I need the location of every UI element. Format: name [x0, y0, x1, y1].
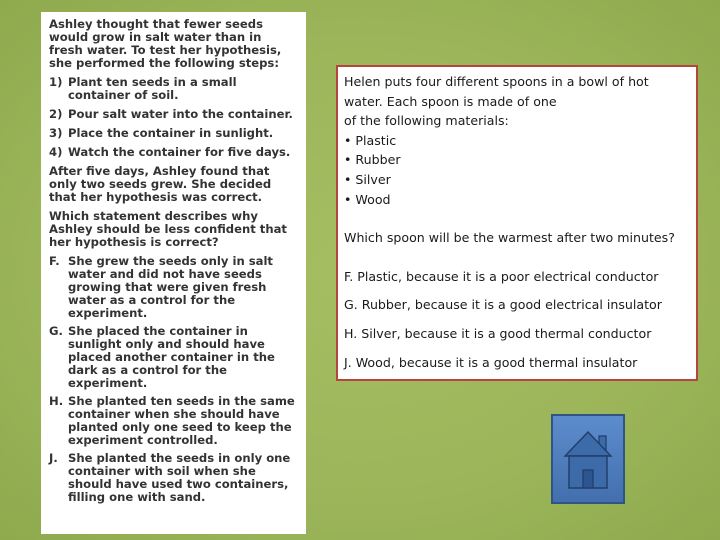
- question-intro: Ashley thought that fewer seeds would grow in salt water than in fresh water. To test her hypothesis, she performed the following steps:: [49, 17, 282, 70]
- step-number: 4): [49, 145, 63, 159]
- step-text: Plant ten seeds in a small container of soil.: [68, 75, 237, 102]
- answer-option-f[interactable]: F. Plastic, because it is a poor electrical conductor: [344, 268, 659, 284]
- step-number: 3): [49, 126, 63, 140]
- home-icon: [553, 416, 623, 502]
- right-question-box: [336, 65, 698, 381]
- step-item: [49, 76, 298, 102]
- step-text: Pour salt water into the container.: [68, 107, 293, 121]
- material-bullet: • Plastic: [344, 132, 397, 148]
- step-text: Place the container in sunlight.: [68, 126, 274, 140]
- experiment-result: After five days, Ashley found that only two seeds grew. She decided that her hypothesis was correct.: [49, 164, 272, 204]
- step-item: [49, 127, 298, 140]
- step-text: Watch the container for five days.: [68, 145, 291, 159]
- step-number: 2): [49, 107, 63, 121]
- left-question-panel: [41, 12, 306, 534]
- answer-option-j[interactable]: [49, 452, 298, 504]
- step-number: 1): [49, 75, 63, 89]
- option-letter: F.: [49, 254, 60, 268]
- option-text: She planted ten seeds in the same container when she should have planted only one seed to keep the experiment controlled.: [68, 394, 295, 447]
- stem-line: Helen puts four different spoons in a bowl of hot: [344, 74, 649, 89]
- step-item: [49, 108, 298, 121]
- answer-option-h[interactable]: [49, 395, 298, 447]
- step-item: [49, 146, 298, 159]
- stem-line: of the following materials:: [344, 113, 509, 129]
- answer-option-g[interactable]: [49, 325, 298, 390]
- answer-option-j[interactable]: J. Wood, because it is a good thermal insulator: [344, 354, 638, 370]
- steps-list: [49, 76, 298, 159]
- answer-options: [49, 255, 298, 504]
- question-prompt: Which spoon will be the warmest after two minutes?: [344, 230, 675, 246]
- home-button[interactable]: [551, 414, 625, 504]
- option-letter: H.: [49, 394, 64, 408]
- option-text: She planted the seeds in only one container with soil when she should have used two containers, filling one with sand.: [68, 451, 291, 504]
- option-text: She grew the seeds only in salt water and did not have seeds growing that were given fresh water as a control for the experiment.: [68, 254, 273, 320]
- option-letter: G.: [49, 324, 63, 338]
- question-prompt: Which statement describes why Ashley should be less confident that her hypothesis is correct?: [49, 209, 287, 249]
- option-letter: J.: [49, 451, 58, 465]
- material-bullet: • Rubber: [344, 152, 401, 168]
- material-bullet: • Silver: [344, 171, 391, 187]
- answer-option-f[interactable]: [49, 255, 298, 320]
- option-text: She placed the container in sunlight only and should have placed another container in the dark as a control for the experiment.: [68, 324, 275, 390]
- answer-option-h[interactable]: H. Silver, because it is a good thermal conductor: [344, 325, 652, 341]
- material-bullet: • Wood: [344, 191, 391, 207]
- stem-line: water. Each spoon is made of one: [344, 93, 557, 109]
- answer-option-g[interactable]: G. Rubber, because it is a good electrical insulator: [344, 297, 662, 313]
